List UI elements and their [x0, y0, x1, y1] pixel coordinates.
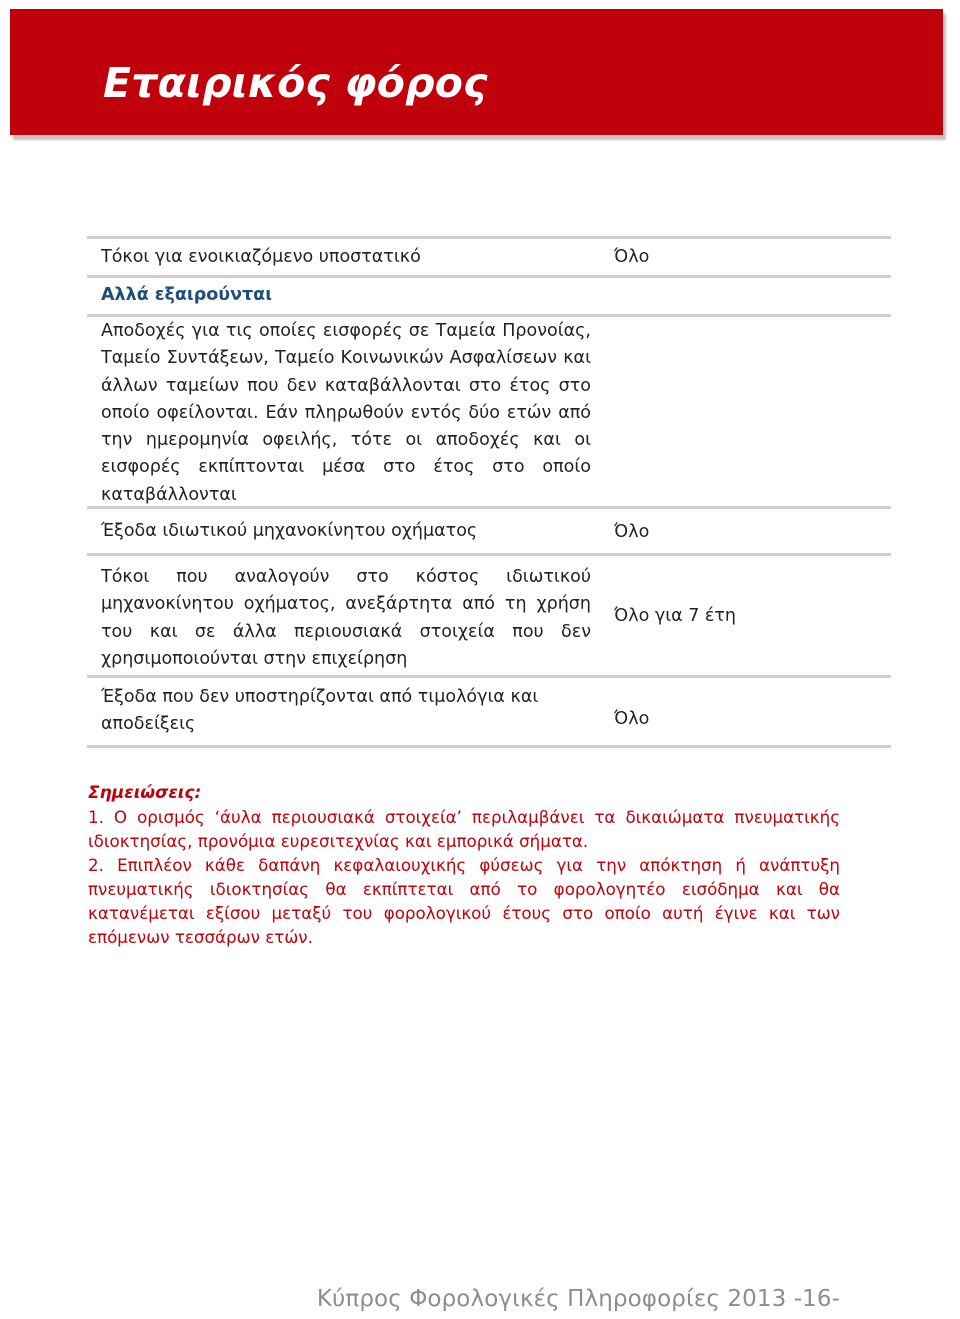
row-value: Όλο [614, 522, 650, 542]
row-value-empty [591, 278, 891, 314]
page-title: Εταιρικός φόρος [103, 59, 488, 107]
table-row [87, 509, 891, 556]
row-description: Έξοδα που δεν υποστηρίζονται από τιμολόγια και αποδείξεις [101, 687, 539, 735]
table-row [87, 556, 891, 678]
row-description: Αποδοχές για τις οποίες εισφορές σε Ταμεία Προνοίας, Ταμείο Συντάξεων, Ταμείο Κοινωνικών Ασφαλίσεων και άλλων ταμείων που δεν καταβάλλονται στο έτος στο οποίο οφείλονται. Εάν πληρωθούν εντός δύο ετών από την ημερομηνία οφειλής, τότε οι αποδοχές και οι εισφορές εκπίπτονται μέσα στο έτος στο οποίο καταβάλλονται [101, 321, 591, 505]
note-item: 1. Ο ορισμός ‘άυλα περιουσιακά στοιχεία’ περιλαμβάνει τα δικαιώματα πνευματικής ιδιοκτησίας, προνόμια ευρεσιτεχνίας και εμπορικά σήματα. [88, 807, 840, 851]
table-row [87, 278, 891, 314]
page-footer: Κύπρος Φορολογικές Πληροφορίες 2013 -16- [316, 1286, 840, 1312]
table-row [87, 239, 891, 278]
row-description: Έξοδα ιδιωτικού μηχανοκίνητου οχήματος [101, 521, 478, 541]
header-banner [10, 9, 943, 135]
row-value: Όλο για 7 έτη [614, 606, 737, 626]
row-value: Όλο [614, 246, 650, 267]
notes-section [88, 781, 840, 949]
row-value: Όλο [614, 709, 650, 729]
table-row [87, 678, 891, 748]
row-description: Τόκοι που αναλογούν στο κόστος ιδιωτικού μηχανοκίνητου οχήματος, ανεξάρτητα από τη χρήση του και σε άλλα περιουσιακά στοιχεία που δεν χρησιμοποιούνται στην επιχείρηση [101, 567, 591, 669]
row-description: Τόκοι για ενοικιαζόμενο υποστατικό [101, 247, 421, 267]
deductions-table [87, 236, 891, 748]
row-value [591, 317, 891, 506]
note-item: 2. Επιπλέον κάθε δαπάνη κεφαλαιουχικής φύσεως για την απόκτηση ή ανάπτυξη πνευματικής ιδιοκτησίας θα εκπίπτεται από το φορολογητέο εισόδημα και θα κατανέμεται εξίσου μεταξύ του φορολογικού έτους στο οποίο αυτή έγινε και των επόμενων τεσσάρων ετών. [88, 855, 840, 947]
table-row [87, 314, 891, 509]
notes-title: Σημειώσεις: [88, 783, 202, 803]
row-subheading: Αλλά εξαιρούνται [101, 285, 273, 305]
